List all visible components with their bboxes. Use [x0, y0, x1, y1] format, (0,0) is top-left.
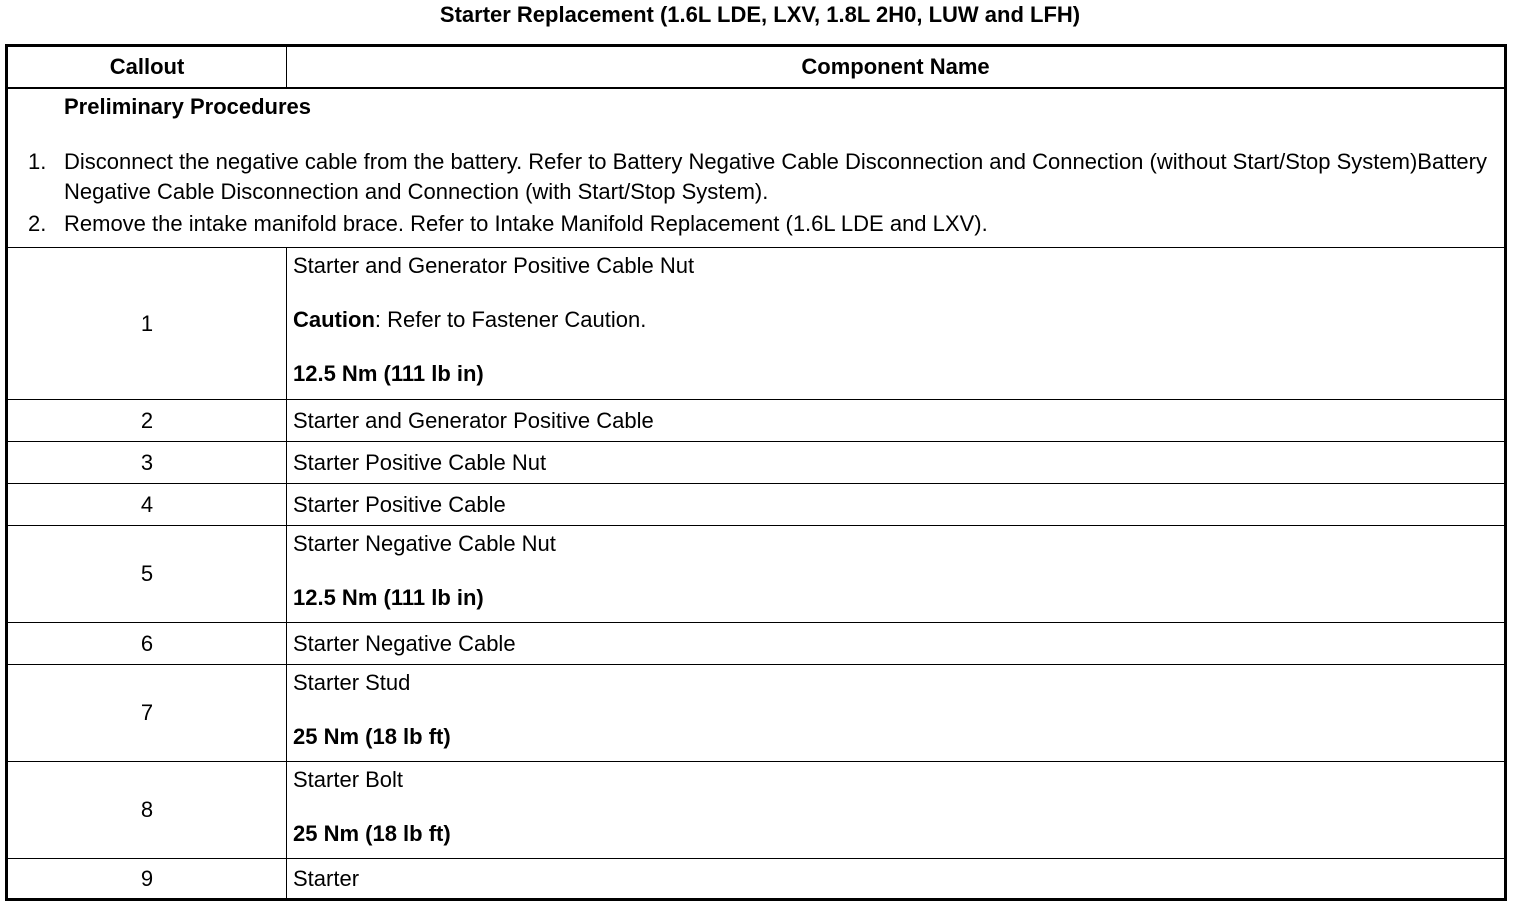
table-header-row: [7, 46, 1506, 89]
component-name: Starter Stud: [293, 670, 411, 695]
callout-cell: 4: [7, 484, 287, 526]
component-name-column-header: Component Name: [287, 46, 1506, 89]
preliminary-step: [18, 209, 1494, 239]
component-name-cell: Starter Positive Cable Nut: [287, 442, 1506, 484]
step-text: Disconnect the negative cable from the battery. Refer to Battery Negative Cable Disconnection and Connection (without Start/Stop System)Battery Negative Cable Disconnection and Connection (with Start/Stop System).: [64, 149, 1487, 204]
callout-cell: 6: [7, 623, 287, 665]
component-table: [5, 44, 1507, 901]
component-name: Starter and Generator Positive Cable Nut: [293, 253, 695, 278]
torque-spec: 12.5 Nm (111 lb in): [293, 585, 484, 610]
caution-note: [293, 308, 1498, 332]
component-name-cell: Starter Positive Cable: [287, 484, 1506, 526]
preliminary-procedures-row: [7, 88, 1506, 248]
caution-label: Caution: [293, 307, 375, 332]
step-text: Remove the intake manifold brace. Refer to Intake Manifold Replacement (1.6L LDE and LXV).: [64, 211, 988, 236]
table-row: [7, 484, 1506, 526]
table-row: [7, 762, 1506, 859]
component-name: Starter Negative Cable Nut: [293, 531, 556, 556]
component-name-cell: Starter and Generator Positive Cable: [287, 400, 1506, 442]
table-row: [7, 665, 1506, 762]
callout-cell: 3: [7, 442, 287, 484]
component-name-cell: [287, 526, 1506, 623]
callout-cell: 8: [7, 762, 287, 859]
callout-cell: 5: [7, 526, 287, 623]
step-number: 1.: [28, 149, 47, 174]
preliminary-step: [18, 147, 1494, 207]
table-row: [7, 442, 1506, 484]
callout-column-header: Callout: [7, 46, 287, 89]
torque-spec: 25 Nm (18 lb ft): [293, 821, 451, 846]
component-name-cell: Starter Negative Cable: [287, 623, 1506, 665]
caution-text: : Refer to Fastener Caution.: [374, 307, 647, 332]
callout-cell: 9: [7, 859, 287, 900]
component-name-cell: [287, 248, 1506, 400]
preliminary-steps-list: [18, 147, 1494, 239]
preliminary-procedures-heading: Preliminary Procedures: [64, 94, 312, 119]
table-row: [7, 400, 1506, 442]
table-row: [7, 623, 1506, 665]
step-number: 2.: [28, 211, 47, 236]
table-row: [7, 859, 1506, 900]
callout-cell: 1: [7, 248, 287, 400]
component-name-cell: Starter: [287, 859, 1506, 900]
callout-cell: 7: [7, 665, 287, 762]
table-row: [7, 248, 1506, 400]
torque-spec: 12.5 Nm (111 lb in): [293, 361, 484, 386]
preliminary-procedures-cell: [7, 88, 1506, 248]
component-name: Starter Bolt: [293, 767, 404, 792]
document-title: Starter Replacement (1.6L LDE, LXV, 1.8L 2H0, LUW and LFH): [439, 2, 1081, 27]
torque-spec: 25 Nm (18 lb ft): [293, 724, 451, 749]
component-name-cell: [287, 762, 1506, 859]
component-name-cell: [287, 665, 1506, 762]
callout-cell: 2: [7, 400, 287, 442]
table-row: [7, 526, 1506, 623]
